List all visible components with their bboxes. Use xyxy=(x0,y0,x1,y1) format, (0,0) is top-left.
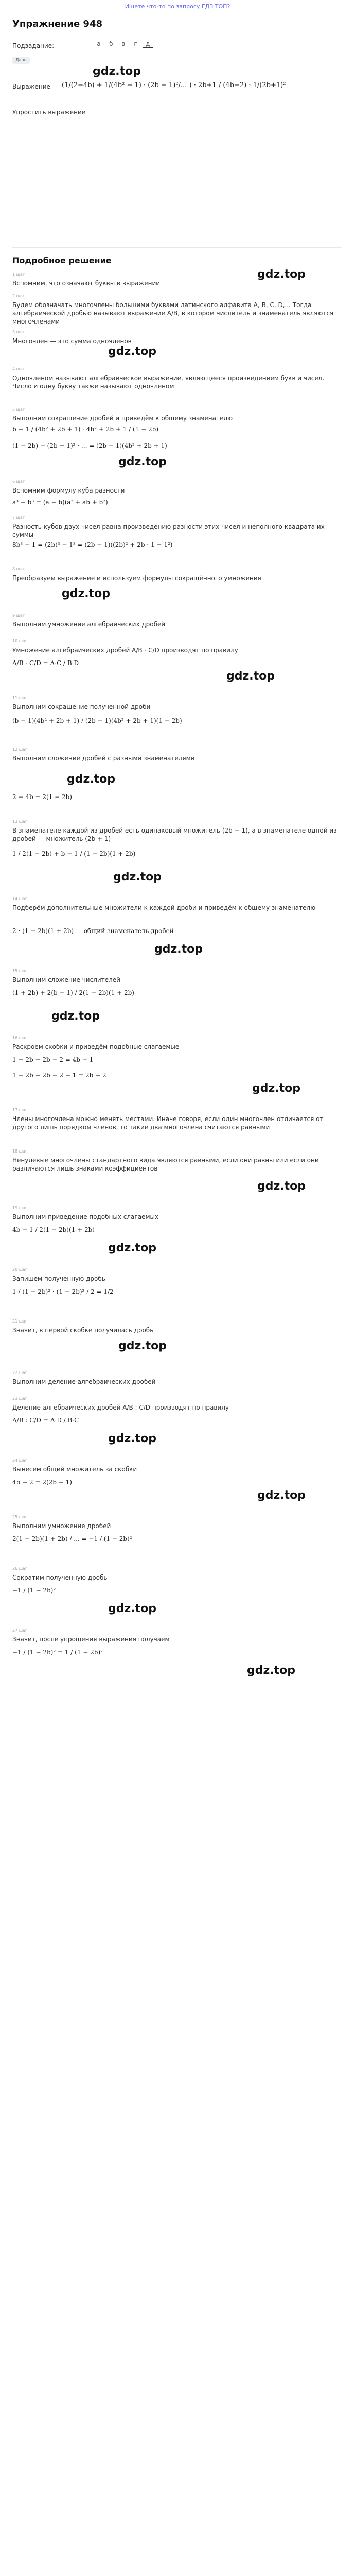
step-label: 14 шаг xyxy=(12,896,28,901)
step-text: Выполним приведение подобных слагаемых xyxy=(12,1213,159,1221)
subtask-g[interactable]: г xyxy=(134,40,137,47)
step-label: 10 шаг xyxy=(12,639,28,643)
step-label: 9 шаг xyxy=(12,613,25,618)
step-label: 22 шаг xyxy=(12,1370,28,1375)
step-label: 26 шаг xyxy=(12,1566,28,1571)
watermark: gdz.top xyxy=(108,1602,157,1615)
subtask-d[interactable]: д xyxy=(143,40,153,48)
formula: 1 + 2b − 2b + 2 − 1 = 2b − 2 xyxy=(12,1072,106,1079)
step-label: 19 шаг xyxy=(12,1206,28,1210)
step-text: Умножение алгебраических дробей A/B · C/D производят по правилу xyxy=(12,647,238,654)
step-text: Выполним сокращение полученной дроби xyxy=(12,703,151,710)
step-text: Одночленом называют алгебраическое выражение, являющееся произведением букв и чисел. Число и одну букву также называют одночленом xyxy=(12,375,325,390)
step-text: Будем обозначать многочлены большими буквами латинского алфавита A, B, C, D,... Тогда алгебраической дробью называют выражение A/B, в котором числитель и знаменатель являются многочленами xyxy=(12,301,334,325)
formula: 4b − 2 = 2(2b − 1) xyxy=(12,1479,72,1486)
step-text: Раскроем скобки и приведём подобные слагаемые xyxy=(12,1043,180,1050)
step-text: Выполним сокращение дробей и приведём к общему знаменателю xyxy=(12,415,233,422)
step-text: Разность кубов двух чисел равна произведению разности этих чисел и неполного квадрата их суммы xyxy=(12,523,325,538)
given-expression: (1/(2−4b) + 1/(4b² − 1) · (2b + 1)²/... ) · 2b+1 / (4b−2) · 1/(2b+1)² xyxy=(62,81,286,89)
divider xyxy=(12,247,342,248)
subtask-v[interactable]: в xyxy=(121,40,126,47)
step-label: 17 шаг xyxy=(12,1108,28,1112)
watermark: gdz.top xyxy=(62,587,111,600)
exercise-title: Упражнение 948 xyxy=(12,19,102,29)
watermark: gdz.top xyxy=(67,773,116,786)
step-label: 12 шаг xyxy=(12,747,28,752)
formula: −1 / (1 − 2b)² = 1 / (1 − 2b)² xyxy=(12,1649,103,1656)
formula: b − 1 / (4b² + 2b + 1) · 4b² + 2b + 1 / (1 − 2b) xyxy=(12,426,159,433)
step-text: Сократим полученную дробь xyxy=(12,1574,108,1581)
watermark: gdz.top xyxy=(93,65,141,78)
step-text: Выполним деление алгебраических дробей xyxy=(12,1378,156,1385)
step-label: 16 шаг xyxy=(12,1036,28,1040)
watermark: gdz.top xyxy=(154,943,203,956)
step-text: Вспомним, что означают буквы в выражении xyxy=(12,280,161,287)
step-label: 6 шаг xyxy=(12,479,25,484)
step-label: 8 шаг xyxy=(12,567,25,571)
watermark: gdz.top xyxy=(118,455,167,468)
step-label: 23 шаг xyxy=(12,1396,28,1401)
step-text: Вспомним формулу куба разности xyxy=(12,487,125,494)
step-text: Деление алгебраических дробей A/B : C/D производят по правилу xyxy=(12,1404,229,1411)
formula: 1 + 2b + 2b − 2 = 4b − 1 xyxy=(12,1056,94,1063)
formula: A/B : C/D = A·D / B·C xyxy=(12,1417,79,1424)
watermark: gdz.top xyxy=(257,268,306,281)
watermark: gdz.top xyxy=(257,1489,306,1502)
step-label: 7 шаг xyxy=(12,515,25,520)
step-label: 18 шаг xyxy=(12,1149,28,1154)
step-text: Члены многочлена можно менять местами. Иначе говоря, если один многочлен отличается от другого лишь порядком членов, то такие два многочлена считаются равными xyxy=(12,1115,324,1131)
step-label: 1 шаг xyxy=(12,272,25,277)
step-label: 4 шаг xyxy=(12,367,25,371)
step-text: Вынесем общий множитель за скобки xyxy=(12,1466,137,1473)
watermark: gdz.top xyxy=(108,1432,157,1445)
step-label: 27 шаг xyxy=(12,1628,28,1633)
formula: A/B · C/D = A·C / B·D xyxy=(12,659,79,667)
step-text: В знаменателе каждой из дробей есть одинаковый множитель (2b − 1), а в знаменателе одной из дробей — множитель (2b + 1) xyxy=(12,827,337,842)
formula: 1 / 2(1 − 2b) + b − 1 / (1 − 2b)(1 + 2b) xyxy=(12,850,136,857)
step-label: 5 шаг xyxy=(12,407,25,412)
step-text: Выполним умножение дробей xyxy=(12,1522,111,1530)
step-label: 3 шаг xyxy=(12,330,25,334)
step-text: Ненулевые многочлены стандартного вида являются равными, если они равны или если они различаются лишь знаками коэффициентов xyxy=(12,1157,319,1172)
subtask-label: Подзадание: xyxy=(12,42,55,49)
step-label: 25 шаг xyxy=(12,1515,28,1519)
step-text: Выполним умножение алгебраических дробей xyxy=(12,621,166,628)
step-label: 15 шаг xyxy=(12,969,28,973)
subtask-a[interactable]: а xyxy=(97,40,101,47)
step-label: 20 шаг xyxy=(12,1267,28,1272)
formula: −1 / (1 − 2b)² xyxy=(12,1587,56,1594)
formula: (1 − 2b) − (2b + 1)² · ... = (2b − 1)(4b² + 2b + 1) xyxy=(12,442,167,449)
step-label: 21 шаг xyxy=(12,1319,28,1324)
step-label: 2 шаг xyxy=(12,294,25,298)
watermark: gdz.top xyxy=(257,1180,306,1193)
simplify-label: Упростить выражение xyxy=(12,109,86,116)
watermark: gdz.top xyxy=(113,871,162,884)
top-search-link[interactable]: Ищете что-то по запросу ГДЗ ТОП? xyxy=(125,3,230,10)
formula: 4b − 1 / 2(1 − 2b)(1 + 2b) xyxy=(12,1226,95,1233)
watermark: gdz.top xyxy=(247,1664,296,1677)
step-text: Многочлен — это сумма одночленов xyxy=(12,337,132,345)
step-text: Выполним сложение числителей xyxy=(12,976,120,984)
step-text: Значит, в первой скобке получилась дробь xyxy=(12,1327,154,1334)
formula: 8b³ − 1 = (2b)³ − 1³ = (2b − 1)((2b)² + 2b · 1 + 1²) xyxy=(12,541,173,548)
watermark: gdz.top xyxy=(226,670,275,683)
watermark: gdz.top xyxy=(108,345,157,358)
watermark: gdz.top xyxy=(108,1242,157,1255)
formula: 2(1 − 2b)(1 + 2b) / ... = −1 / (1 − 2b)² xyxy=(12,1535,132,1543)
step-label: 13 шаг xyxy=(12,819,28,824)
watermark: gdz.top xyxy=(252,1082,301,1095)
watermark: gdz.top xyxy=(118,1340,167,1352)
step-text: Подберём дополнительные множители к каждой дроби и приведём к общему знаменателю xyxy=(12,904,316,911)
expression-label: Выражение xyxy=(12,83,50,90)
formula: 1 / (1 − 2b)² · (1 − 2b)² / 2 = 1/2 xyxy=(12,1288,114,1295)
subtask-b[interactable]: б xyxy=(109,40,113,47)
step-text: Преобразуем выражение и используем формулы сокращённого умножения xyxy=(12,574,261,582)
formula: (1 + 2b) + 2(b − 1) / 2(1 − 2b)(1 + 2b) xyxy=(12,989,134,996)
section-title: Подробное решение xyxy=(12,256,112,265)
subtask-selector xyxy=(94,40,153,48)
step-text: Запишем полученную дробь xyxy=(12,1275,105,1282)
watermark: gdz.top xyxy=(51,1010,100,1023)
formula: 2 − 4b = 2(1 − 2b) xyxy=(12,793,72,801)
given-badge: Дано xyxy=(12,57,30,64)
step-label: 11 шаг xyxy=(12,696,28,700)
formula: 2 · (1 − 2b)(1 + 2b) — общий знаменатель дробей xyxy=(12,927,174,935)
step-label: 24 шаг xyxy=(12,1458,28,1463)
formula: (b − 1)(4b² + 2b + 1) / (2b − 1)(4b² + 2b + 1)(1 − 2b) xyxy=(12,717,182,724)
formula: a³ − b³ = (a − b)(a² + ab + b²) xyxy=(12,499,108,506)
step-text: Выполним сложение дробей с разными знаменателями xyxy=(12,755,195,762)
step-text: Значит, после упрощения выражения получаем xyxy=(12,1636,170,1643)
